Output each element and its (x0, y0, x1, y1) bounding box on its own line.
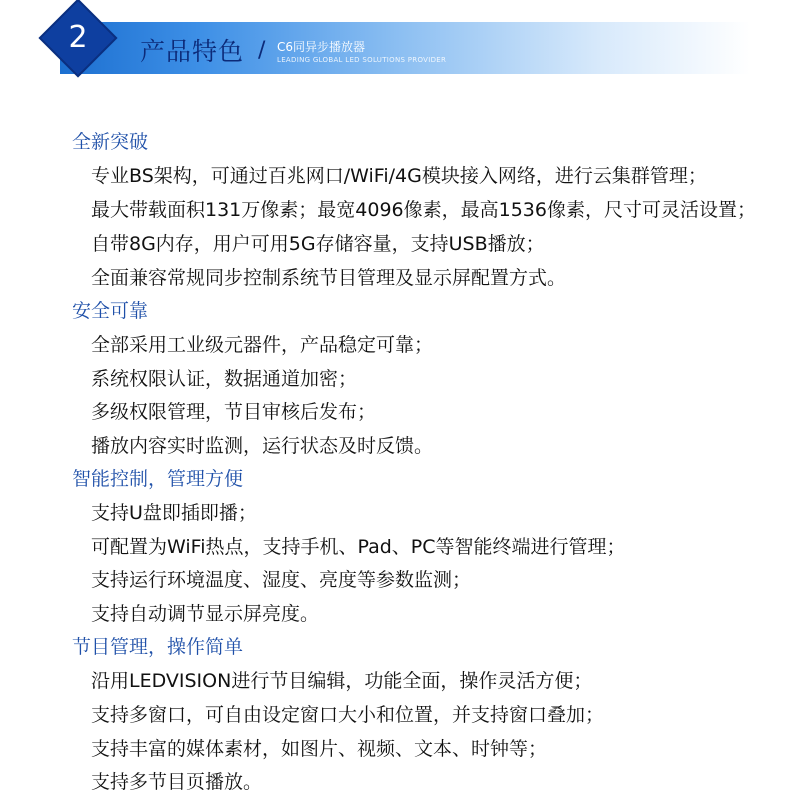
section-number: 2 (68, 20, 88, 55)
feature-item: 全部采用工业级元器件，产品稳定可靠； (91, 334, 434, 356)
company-tagline: LEADING GLOBAL LED SOLUTIONS PROVIDER (277, 56, 447, 64)
feature-item: 系统权限认证，数据通道加密； (91, 368, 358, 390)
feature-item: 支持运行环境温度、湿度、亮度等参数监测； (91, 569, 472, 591)
feature-item: 支持自动调节显示屏亮度。 (91, 603, 320, 625)
feature-item: 支持多节目页播放。 (91, 771, 263, 793)
product-name: C6同异步播放器 (277, 40, 366, 54)
feature-item: 支持丰富的媒体素材，如图片、视频、文本、时钟等； (91, 738, 548, 760)
section-heading: 节目管理，操作简单 (72, 636, 244, 658)
section-heading: 全新突破 (72, 131, 149, 153)
feature-item: 支持U盘即插即播； (91, 502, 257, 524)
feature-item: 自带8G内存，用户可用5G存储容量，支持USB播放； (91, 233, 545, 255)
feature-item: 最大带载面积131万像素；最宽4096像素，最高1536像素，尺寸可灵活设置； (91, 199, 756, 221)
feature-item: 多级权限管理，节目审核后发布； (91, 401, 377, 423)
feature-item: 全面兼容常规同步控制系统节目管理及显示屏配置方式。 (91, 267, 567, 289)
section-heading: 安全可靠 (72, 300, 149, 322)
feature-item: 专业BS架构，可通过百兆网口/WiFi/4G模块接入网络，进行云集群管理； (91, 165, 707, 187)
feature-item: 支持多窗口，可自由设定窗口大小和位置，并支持窗口叠加； (91, 704, 605, 726)
feature-item: 可配置为WiFi热点，支持手机、Pad、PC等智能终端进行管理； (91, 536, 626, 558)
title-separator: / (258, 38, 266, 63)
section-title: 产品特色 (140, 37, 245, 66)
section-heading: 智能控制，管理方便 (72, 468, 244, 490)
feature-item: 沿用LEDVISION进行节目编辑，功能全面，操作灵活方便； (91, 670, 593, 692)
feature-item: 播放内容实时监测，运行状态及时反馈。 (91, 435, 434, 457)
